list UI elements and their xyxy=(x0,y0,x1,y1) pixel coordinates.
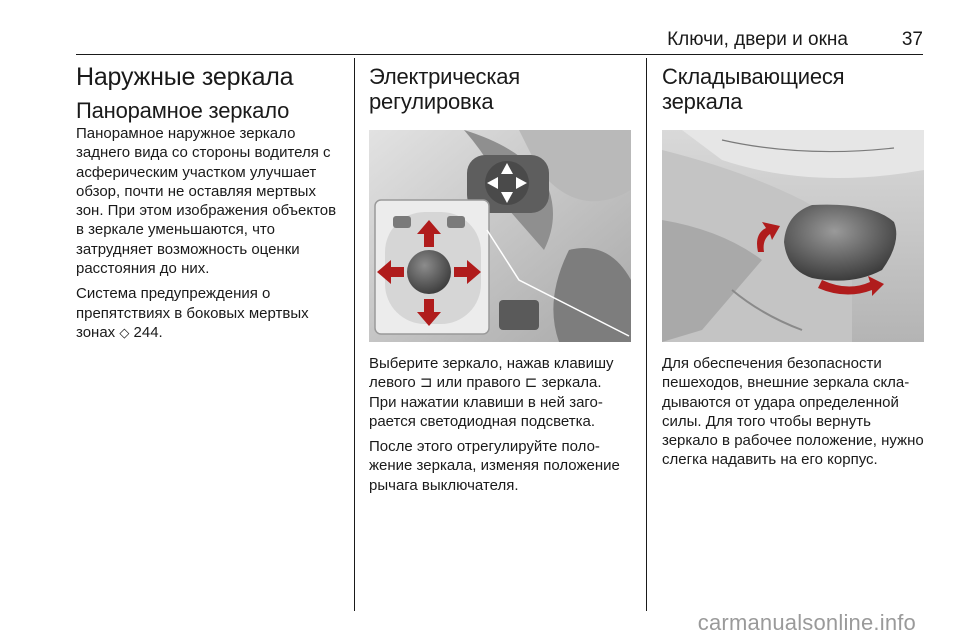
paragraph: После этого отрегулируйте положение зеркала, изменяя положение рычага выключателя. xyxy=(369,438,620,494)
watermark: carmanualsonline.info xyxy=(697,610,916,635)
page-header xyxy=(76,28,923,52)
header-rule xyxy=(76,54,923,55)
column-electric-adjustment xyxy=(369,60,631,495)
right-mirror-key-icon: ⊏ xyxy=(524,374,538,392)
left-mirror-key-icon: ⊐ xyxy=(419,374,433,392)
paragraph: Панорамное наружное зеркало заднего вида со стороны водителя с асферическим участком улучшает обзор, почти не оставляя мертвых зон. При этом изображения объектов в зеркале уменьшаются, что затрудняет возможность оценки расстояния до них. xyxy=(76,125,337,278)
paragraph: Система предупреждения о препятствиях в боковых мертвых зонах ◇ 244. xyxy=(76,285,309,341)
folding-mirror-illustration xyxy=(662,130,924,342)
paragraph: Выберите зеркало, нажав клавишу левого ⊐ или правого ⊏ зеркала. При нажатии клавиши в ней загорается светодиодная подсветка. xyxy=(369,355,614,430)
mirror-switch-illustration xyxy=(369,130,631,342)
subsection-heading: Складывающиеся зеркала xyxy=(662,64,845,114)
section-heading: Наружные зеркала xyxy=(76,63,294,91)
page-ref-link[interactable]: 244. xyxy=(129,323,163,341)
page-ref-icon: ◇ xyxy=(119,324,130,340)
subsection-heading: Электрическая регулировка xyxy=(369,64,520,114)
column-divider xyxy=(354,58,355,611)
page-number: 37 xyxy=(901,29,923,50)
subsection-heading: Панорамное зеркало xyxy=(76,98,290,123)
column-divider xyxy=(646,58,647,611)
column-outside-mirrors xyxy=(76,60,346,342)
column-folding-mirrors xyxy=(662,60,924,470)
paragraph: Для обеспечения безопасности пешеходов, внешние зеркала складываются от удара определенной силы. Для того чтобы вернуть зеркало в рабочее положение, нужно слегка надавить на его корпус. xyxy=(662,355,924,469)
section-title: Ключи, двери и окна xyxy=(667,29,848,50)
